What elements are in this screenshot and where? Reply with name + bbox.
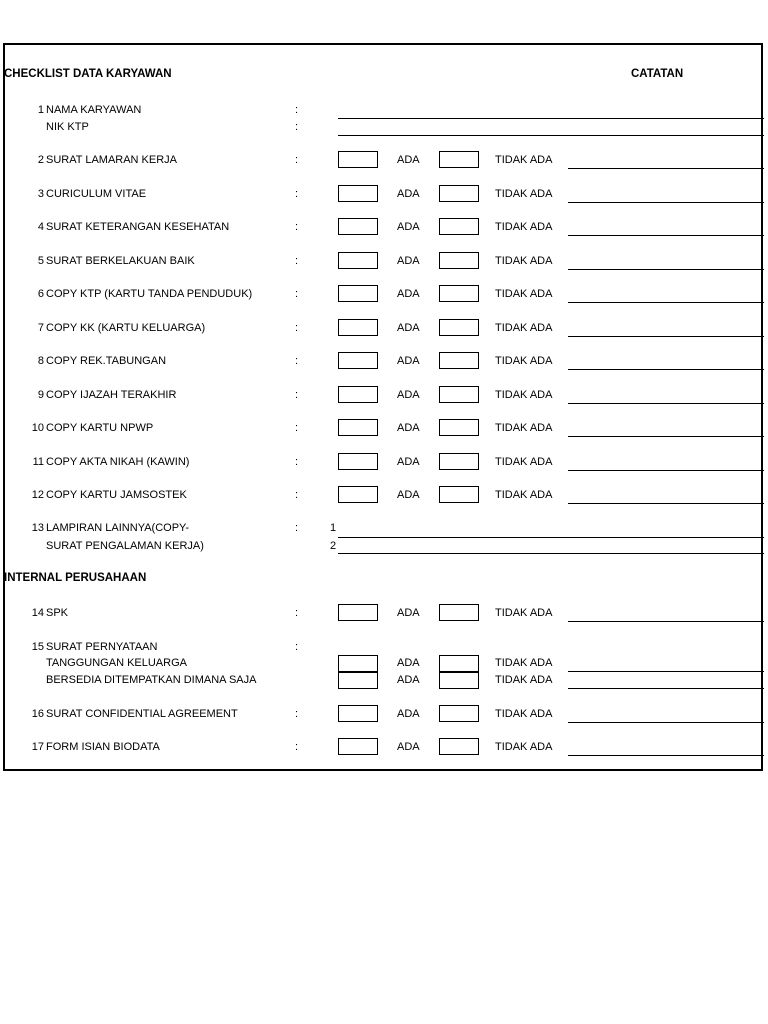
- ada-label: ADA: [397, 221, 420, 233]
- confidential-agreement-label: SURAT CONFIDENTIAL AGREEMENT: [46, 708, 238, 720]
- item-number: 16: [31, 708, 44, 720]
- tidak-ada-checkbox[interactable]: [439, 655, 479, 672]
- ada-checkbox[interactable]: [338, 705, 378, 722]
- ada-label: ADA: [397, 741, 420, 753]
- notes-field[interactable]: [568, 621, 764, 622]
- attachments-label-cont: SURAT PENGALAMAN KERJA): [46, 540, 204, 552]
- ada-checkbox[interactable]: [338, 319, 378, 336]
- tidak-ada-checkbox[interactable]: [439, 151, 479, 168]
- notes-field[interactable]: [568, 235, 764, 236]
- notes-column-title: CATATAN: [631, 68, 684, 80]
- colon: :: [295, 255, 299, 267]
- item-number: 1: [37, 104, 44, 116]
- statement-label: SURAT PERNYATAAN: [46, 641, 158, 653]
- ada-checkbox[interactable]: [338, 453, 378, 470]
- item-label: SURAT KETERANGAN KESEHATAN: [46, 221, 230, 233]
- ada-label: ADA: [397, 188, 420, 200]
- colon: :: [295, 641, 299, 653]
- tidak-ada-label: TIDAK ADA: [495, 221, 553, 233]
- item-number: 5: [37, 255, 44, 267]
- colon: :: [295, 741, 299, 753]
- tidak-ada-label: TIDAK ADA: [495, 741, 553, 753]
- tidak-ada-checkbox[interactable]: [439, 672, 479, 689]
- ada-checkbox[interactable]: [338, 386, 378, 403]
- notes-field[interactable]: [568, 269, 764, 270]
- item-number: 4: [37, 221, 44, 233]
- tidak-ada-checkbox[interactable]: [439, 386, 479, 403]
- item-number: 3: [37, 188, 44, 200]
- ada-label: ADA: [397, 322, 420, 334]
- notes-field[interactable]: [568, 168, 764, 169]
- notes-field[interactable]: [568, 369, 764, 370]
- item-number: 12: [31, 489, 44, 501]
- item-number: 7: [37, 322, 44, 334]
- employee-name-label: NAMA KARYAWAN: [46, 104, 142, 116]
- ada-label: ADA: [397, 674, 420, 686]
- notes-field[interactable]: [568, 202, 764, 203]
- item-number: 13: [31, 522, 44, 534]
- tidak-ada-checkbox[interactable]: [439, 285, 479, 302]
- ada-label: ADA: [397, 389, 420, 401]
- ada-checkbox[interactable]: [338, 738, 378, 755]
- nik-ktp-label: NIK KTP: [46, 121, 89, 133]
- tidak-ada-label: TIDAK ADA: [495, 674, 553, 686]
- tidak-ada-checkbox[interactable]: [439, 486, 479, 503]
- tidak-ada-label: TIDAK ADA: [495, 708, 553, 720]
- item-label: COPY KK (KARTU KELUARGA): [46, 322, 206, 334]
- notes-field[interactable]: [568, 470, 764, 471]
- tidak-ada-checkbox[interactable]: [439, 705, 479, 722]
- ada-checkbox[interactable]: [338, 151, 378, 168]
- tidak-ada-checkbox[interactable]: [439, 604, 479, 621]
- notes-field[interactable]: [568, 302, 764, 303]
- tidak-ada-label: TIDAK ADA: [495, 489, 553, 501]
- notes-field[interactable]: [568, 671, 764, 672]
- tidak-ada-label: TIDAK ADA: [495, 422, 553, 434]
- ada-checkbox[interactable]: [338, 218, 378, 235]
- ada-checkbox[interactable]: [338, 419, 378, 436]
- attachment-line-number: 2: [330, 540, 337, 552]
- attachment-field-1[interactable]: [338, 537, 764, 538]
- item-number: 8: [37, 355, 44, 367]
- notes-field[interactable]: [568, 436, 764, 437]
- notes-field[interactable]: [568, 336, 764, 337]
- item-label: CURICULUM VITAE: [46, 188, 147, 200]
- item-label: COPY KTP (KARTU TANDA PENDUDUK): [46, 288, 253, 300]
- tidak-ada-checkbox[interactable]: [439, 419, 479, 436]
- colon: :: [295, 288, 299, 300]
- attachment-field-2[interactable]: [338, 553, 764, 554]
- nik-ktp-field[interactable]: [338, 135, 764, 136]
- colon: :: [295, 154, 299, 166]
- tidak-ada-label: TIDAK ADA: [495, 607, 553, 619]
- item-label: SURAT LAMARAN KERJA: [46, 154, 178, 166]
- colon: :: [295, 322, 299, 334]
- employee-name-field[interactable]: [338, 118, 764, 119]
- tidak-ada-checkbox[interactable]: [439, 319, 479, 336]
- item-label: COPY AKTA NIKAH (KAWIN): [46, 456, 190, 468]
- item-label: COPY REK.TABUNGAN: [46, 355, 167, 367]
- tidak-ada-checkbox[interactable]: [439, 218, 479, 235]
- ada-checkbox[interactable]: [338, 672, 378, 689]
- colon: :: [295, 104, 299, 116]
- ada-label: ADA: [397, 708, 420, 720]
- notes-field[interactable]: [568, 722, 764, 723]
- attachment-line-number: 1: [330, 522, 337, 534]
- ada-label: ADA: [397, 422, 420, 434]
- tidak-ada-label: TIDAK ADA: [495, 255, 553, 267]
- tidak-ada-checkbox[interactable]: [439, 453, 479, 470]
- item-label: SURAT BERKELAKUAN BAIK: [46, 255, 195, 267]
- tidak-ada-label: TIDAK ADA: [495, 188, 553, 200]
- notes-field[interactable]: [568, 403, 764, 404]
- page-title: CHECKLIST DATA KARYAWAN: [4, 68, 172, 80]
- tidak-ada-checkbox[interactable]: [439, 738, 479, 755]
- ada-label: ADA: [397, 489, 420, 501]
- tidak-ada-checkbox[interactable]: [439, 352, 479, 369]
- item-number: 15: [31, 641, 44, 653]
- colon: :: [295, 121, 299, 133]
- internal-section-title: INTERNAL PERUSAHAAN: [4, 572, 147, 584]
- item-number: 11: [32, 456, 44, 468]
- ada-label: ADA: [397, 657, 420, 669]
- family-dependents-label: TANGGUNGAN KELUARGA: [46, 657, 187, 669]
- tidak-ada-checkbox[interactable]: [439, 252, 479, 269]
- ada-label: ADA: [397, 255, 420, 267]
- item-label: COPY KARTU JAMSOSTEK: [46, 489, 187, 501]
- item-number: 17: [31, 741, 44, 753]
- ada-label: ADA: [397, 288, 420, 300]
- colon: :: [295, 355, 299, 367]
- tidak-ada-label: TIDAK ADA: [495, 288, 553, 300]
- tidak-ada-label: TIDAK ADA: [495, 355, 553, 367]
- colon: :: [295, 456, 299, 468]
- ada-checkbox[interactable]: [338, 285, 378, 302]
- colon: :: [295, 389, 299, 401]
- item-number: 6: [37, 288, 44, 300]
- colon: :: [295, 221, 299, 233]
- item-label: COPY KARTU NPWP: [46, 422, 154, 434]
- item-number: 10: [31, 422, 44, 434]
- attachments-label: LAMPIRAN LAINNYA(COPY-: [46, 522, 190, 534]
- tidak-ada-label: TIDAK ADA: [495, 322, 553, 334]
- tidak-ada-label: TIDAK ADA: [495, 657, 553, 669]
- item-number: 14: [31, 607, 44, 619]
- tidak-ada-label: TIDAK ADA: [495, 154, 553, 166]
- ada-checkbox[interactable]: [338, 655, 378, 672]
- spk-label: SPK: [46, 607, 69, 619]
- ada-checkbox[interactable]: [338, 486, 378, 503]
- ada-checkbox[interactable]: [338, 352, 378, 369]
- ada-label: ADA: [397, 607, 420, 619]
- ada-label: ADA: [397, 154, 420, 166]
- tidak-ada-label: TIDAK ADA: [495, 389, 553, 401]
- ada-label: ADA: [397, 456, 420, 468]
- ada-checkbox[interactable]: [338, 185, 378, 202]
- colon: :: [295, 422, 299, 434]
- colon: :: [295, 489, 299, 501]
- item-number: 2: [37, 154, 44, 166]
- notes-field[interactable]: [568, 755, 764, 756]
- colon: :: [295, 607, 299, 619]
- notes-field[interactable]: [568, 688, 764, 689]
- ada-label: ADA: [397, 355, 420, 367]
- colon: :: [295, 708, 299, 720]
- notes-field[interactable]: [568, 503, 764, 504]
- placement-willingness-label: BERSEDIA DITEMPATKAN DIMANA SAJA: [46, 674, 257, 686]
- ada-checkbox[interactable]: [338, 604, 378, 621]
- biodata-form-label: FORM ISIAN BIODATA: [46, 741, 160, 753]
- item-label: COPY IJAZAH TERAKHIR: [46, 389, 177, 401]
- colon: :: [295, 522, 299, 534]
- colon: :: [295, 188, 299, 200]
- tidak-ada-checkbox[interactable]: [439, 185, 479, 202]
- item-number: 9: [37, 389, 44, 401]
- tidak-ada-label: TIDAK ADA: [495, 456, 553, 468]
- ada-checkbox[interactable]: [338, 252, 378, 269]
